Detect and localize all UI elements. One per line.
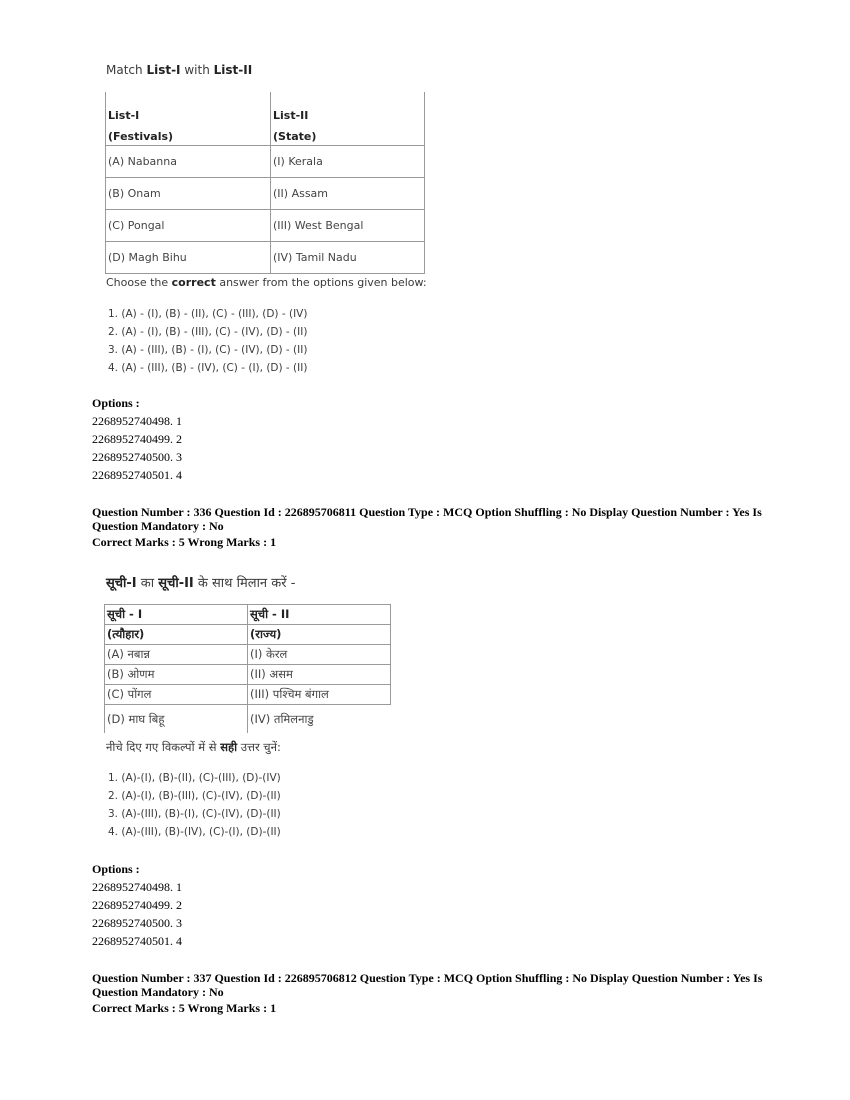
table-cell: (C) Pongal <box>106 210 271 242</box>
table-row <box>105 645 391 665</box>
table-cell: (III) West Bengal <box>271 210 425 242</box>
table-cell: (II) असम <box>248 665 391 685</box>
table-cell: (I) केरल <box>248 645 391 665</box>
marks-line: Correct Marks : 5 Wrong Marks : 1 <box>92 1001 277 1015</box>
table-header-row <box>105 605 391 625</box>
table-row <box>105 685 391 705</box>
festivals-subheader: (त्यौहार) <box>107 627 145 641</box>
list-ii-header: List-II <box>273 109 309 122</box>
list-i-header: List-I <box>108 109 140 122</box>
question-meta-line: Question Number : 337 Question Id : 226895706812 Question Type : MCQ Option Shuffling : No Display Question Number : Yes Is <box>92 971 763 985</box>
table-row <box>105 705 391 734</box>
table-cell: (C) पोंगल <box>105 685 248 705</box>
question-meta-line: Question Mandatory : No <box>92 519 224 533</box>
table-row <box>106 210 425 242</box>
options-label: Options : <box>92 396 140 410</box>
option-id-line: 2268952740500. 3 <box>92 916 182 930</box>
choose-instruction-hi: नीचे दिए गए विकल्पों में से सही उत्तर चुनें: <box>106 740 281 754</box>
table-cell: (II) Assam <box>271 178 425 210</box>
question-title-hi: सूची-I का सूची-II के साथ मिलान करें - <box>106 576 296 591</box>
table-subheader-row <box>105 625 391 645</box>
state-subheader: (State) <box>273 129 317 143</box>
table-cell: (IV) Tamil Nadu <box>271 242 425 274</box>
table-row <box>106 242 425 274</box>
match-table-hi <box>104 604 391 733</box>
table-cell: (D) Magh Bihu <box>106 242 271 274</box>
question-meta-line: Question Mandatory : No <box>92 985 224 999</box>
table-cell: (IV) तमिलनाडु <box>248 705 391 734</box>
list-item: 2. (A) - (I), (B) - (III), (C) - (IV), (D) - (II) <box>108 326 308 338</box>
list-i-header: सूची - I <box>107 607 143 621</box>
table-subheader-row <box>106 127 425 146</box>
table-cell: (III) पश्चिम बंगाल <box>248 685 391 705</box>
table-row <box>105 665 391 685</box>
list-item: 1. (A)-(I), (B)-(II), (C)-(III), (D)-(IV) <box>108 772 281 784</box>
table-cell: (I) Kerala <box>271 146 425 178</box>
festivals-subheader: (Festivals) <box>108 129 174 143</box>
option-id-line: 2268952740501. 4 <box>92 468 182 482</box>
option-id-line: 2268952740498. 1 <box>92 414 182 428</box>
state-subheader: (राज्य) <box>250 627 282 641</box>
list-item: 4. (A)-(III), (B)-(IV), (C)-(I), (D)-(II) <box>108 826 281 838</box>
list-item: 4. (A) - (III), (B) - (IV), (C) - (I), (D) - (II) <box>108 362 308 374</box>
list-item: 1. (A) - (I), (B) - (II), (C) - (III), (D) - (IV) <box>108 308 308 320</box>
table-row <box>106 178 425 210</box>
option-id-line: 2268952740500. 3 <box>92 450 182 464</box>
table-cell: (A) Nabanna <box>106 146 271 178</box>
option-id-line: 2268952740501. 4 <box>92 934 182 948</box>
list-item: 2. (A)-(I), (B)-(III), (C)-(IV), (D)-(II) <box>108 790 281 802</box>
list-ii-header: सूची - II <box>250 607 290 621</box>
question-meta-line: Question Number : 336 Question Id : 226895706811 Question Type : MCQ Option Shuffling : No Display Question Number : Yes Is <box>92 505 762 519</box>
options-label: Options : <box>92 862 140 876</box>
option-id-line: 2268952740498. 1 <box>92 880 182 894</box>
table-cell: (A) नबान्न <box>105 645 248 665</box>
list-item: 3. (A)-(III), (B)-(I), (C)-(IV), (D)-(II) <box>108 808 281 820</box>
table-header-row <box>106 92 425 127</box>
table-row <box>106 146 425 178</box>
choose-instruction-en: Choose the correct answer from the options given below: <box>106 276 427 289</box>
marks-line: Correct Marks : 5 Wrong Marks : 1 <box>92 535 277 549</box>
list-item: 3. (A) - (III), (B) - (I), (C) - (IV), (D) - (II) <box>108 344 308 356</box>
match-table-en <box>105 92 425 274</box>
option-id-line: 2268952740499. 2 <box>92 432 182 446</box>
answer-options-hi <box>108 769 281 841</box>
answer-options-en <box>108 305 307 377</box>
table-cell: (D) माघ बिहू <box>105 705 248 734</box>
table-cell: (B) ओणम <box>105 665 248 685</box>
option-id-line: 2268952740499. 2 <box>92 898 182 912</box>
question-title-en: Match List-I with List-II <box>106 63 253 77</box>
table-cell: (B) Onam <box>106 178 271 210</box>
